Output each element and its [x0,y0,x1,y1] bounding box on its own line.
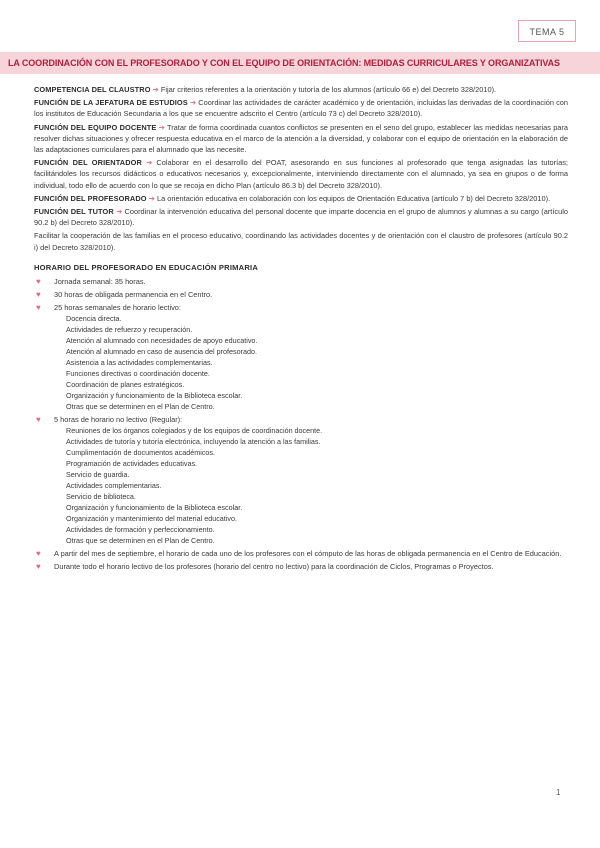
arrow-icon: ➔ [116,207,123,217]
heart-bullet-icon: ♥ [36,414,41,424]
paragraph-text: La orientación educativa en colaboración con los equipos de Orientación Educativa (artículo 7 b) del Decreto 328/2010). [156,193,551,203]
sub-list-item: Servicio de guardia. [66,469,130,479]
list-item [34,548,568,559]
sub-list-item: Otras que se determinen en el Plan de Centro. [66,401,215,411]
sub-list-item: Actividades de refuerzo y recuperación. [66,324,193,334]
sub-list-item: Organización y funcionamiento de la Biblioteca escolar. [66,502,243,512]
list-item [34,276,568,287]
heart-bullet-icon: ♥ [36,548,41,558]
sub-list-item: Docencia directa. [66,313,122,323]
list-item-text: 25 horas semanales de horario lectivo: [54,302,181,312]
sub-list-item: Actividades complementarias. [66,480,162,490]
sub-list-item: Atención al alumnado con necesidades de apoyo educativo. [66,335,258,345]
sub-list-item: Coordinación de planes estratégicos. [66,379,185,389]
list-item-text: 5 horas de horario no lectivo (Regular): [54,414,183,424]
horario-list [34,276,568,572]
paragraph-text: Facilitar la cooperación de las familias en el proceso educativo, coordinando las actividades docentes y de orientación con el claustro de profesores (artículo 90.2 i) del Decreto 328/2010). [34,231,568,252]
paragraph-text: Fijar criterios referentes a la orientación y tutoría de los alumnos (artículo 66 e) del Decreto 328/2010). [160,85,497,94]
heart-bullet-icon: ♥ [36,289,41,299]
arrow-icon: ➔ [189,98,197,108]
paragraph-text: Colaborar en el desarrollo del POAT, asesorando en sus funciones al profesorado que tenga asignadas las tutorías; facilitándoles los recursos didácticos o educativos necesarios y, excepcionalmente, interviniendo directamente con el alumnado, ya sea en grupos o de forma individual, todo ello de acuerdo con lo que se recoja en dicho Plan (artículo 86.3 b) del Decreto 328/2010). [34,158,568,190]
list-item [34,414,568,546]
paragraph [34,193,568,204]
sub-list-item: Cumplimentación de documentos académicos. [66,447,216,457]
paragraph [34,97,568,119]
paragraph-term: FUNCIÓN DEL ORIENTADOR [34,158,142,168]
paragraph [34,84,568,95]
list-item [34,289,568,300]
page-number: 1 [556,788,561,797]
paragraph-term: FUNCIÓN DE LA JEFATURA DE ESTUDIOS [34,98,188,108]
sub-list-item: Asistencia a las actividades complementarias. [66,357,213,367]
page-title: LA COORDINACIÓN CON EL PROFESORADO Y CON EL EQUIPO DE ORIENTACIÓN: MEDIDAS CURRICULARES Y ORGANIZATIVAS [8,58,560,68]
sub-list-item: Servicio de biblioteca. [66,491,136,501]
sub-list-item: Funciones directivas o coordinación docente. [66,368,210,378]
list-item [34,561,568,572]
arrow-icon: ➔ [148,193,155,203]
paragraph [34,157,568,191]
document-body [34,84,568,574]
heart-bullet-icon: ♥ [36,561,41,571]
list-item [34,302,568,412]
heart-bullet-icon: ♥ [36,302,41,312]
sub-list [54,425,568,546]
competencias-section [34,84,568,253]
list-item-text: 30 horas de obligada permanencia en el Centro. [54,289,213,299]
paragraph-term: FUNCIÓN DEL TUTOR [34,207,114,217]
sub-list-item: Reuniones de los órganos colegiados y de los equipos de coordinación docente. [66,425,323,435]
paragraph-text: Tratar de forma coordinada cuantos conflictos se presenten en el seno del grupo, establecer las medidas necesarias para resolver dichas situaciones y ofrecer respuesta educativa en el marco de la atención a la diversidad, y colaborar con el equipo de orientación en la elaboración de las adaptaciones curriculares para el alumnado que las necesite. [34,122,568,155]
paragraph [34,230,568,252]
list-item-text: Jornada semanal: 35 horas. [54,276,146,286]
sub-list-item: Actividades de formación y perfeccionamiento. [66,524,215,534]
list-item-text: Durante todo el horario lectivo de los profesores (horario del centro no lectivo) para la coordinación de Ciclos, Programas o Proyectos. [54,561,494,571]
sub-list-item: Atención al alumnado en caso de ausencia del profesorado. [66,346,257,356]
arrow-icon: ➔ [152,85,159,94]
tema-label: TEMA 5 [518,20,576,42]
heart-bullet-icon: ♥ [36,276,41,286]
arrow-icon: ➔ [146,158,153,168]
sub-list-item: Actividades de tutoría y tutoría electrónica, incluyendo la atención a las familias. [66,436,321,446]
paragraph-term: COMPETENCIA DEL CLAUSTRO [34,85,151,94]
paragraph-term: FUNCIÓN DEL PROFESORADO [34,193,147,203]
sub-list-item: Organización y mantenimiento del material educativo. [66,513,237,523]
paragraph-text: Coordinar la intervención educativa del personal docente que imparte docencia en el grupo de alumnos y alumnas a su cargo (artículo 90.2 b) del Decreto 328/2010). [34,207,568,228]
sub-list-item: Otras que se determinen en el Plan de Centro. [66,535,215,545]
sub-list-item: Organización y funcionamiento de la Biblioteca escolar. [66,390,243,400]
paragraph [34,122,568,156]
horario-title: HORARIO DEL PROFESORADO EN EDUCACIÓN PRIMARIA [34,262,259,272]
sub-list-item: Programación de actividades educativas. [66,458,198,468]
sub-list [54,313,568,412]
list-item-text: A partir del mes de septiembre, el horario de cada uno de los profesores con el cómputo de las horas de obligada permanencia en el Centro de Educación. [54,548,562,558]
arrow-icon: ➔ [158,122,165,132]
paragraph-term: FUNCIÓN DEL EQUIPO DOCENTE [34,122,157,132]
paragraph [34,206,568,228]
paragraph-text: Coordinar las actividades de carácter académico y de orientación, incluidas las derivadas de la coordinación con los institutos de Educación Secundaria a los que se encuentre adscrito el Centro (artículo 73 c) del Decreto 328/2010). [34,98,568,119]
